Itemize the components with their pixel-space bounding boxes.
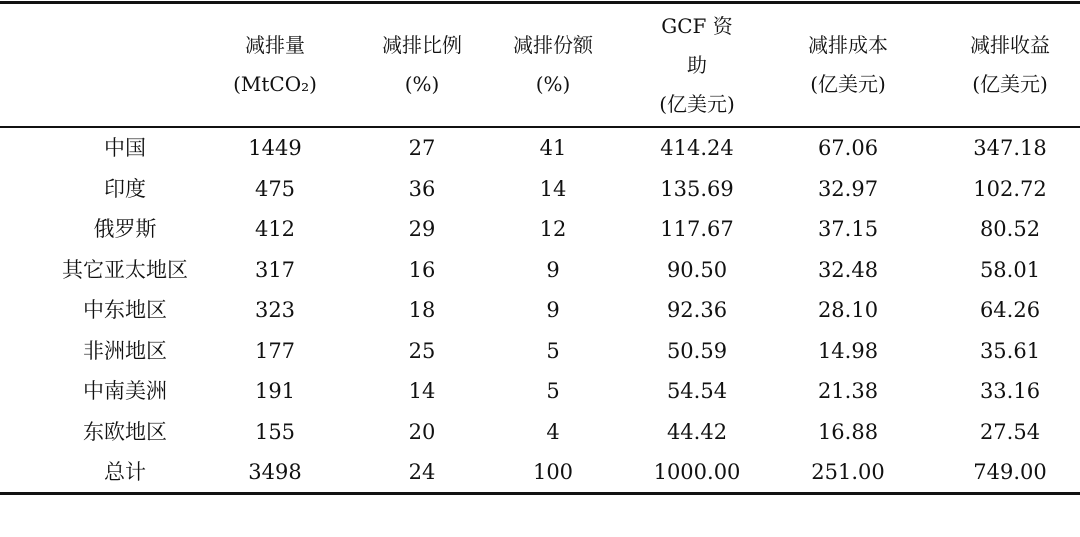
- header-line: (亿美元): [810, 72, 886, 96]
- header-reduction-ratio: [352, 4, 492, 126]
- table-cell: 177: [254, 338, 296, 363]
- table-cell: 27: [408, 136, 436, 160]
- table-cell: 21.38: [817, 379, 879, 403]
- table-cell: 20: [408, 419, 436, 444]
- header-gcf-funding: [624, 4, 770, 126]
- table-cell: 155: [254, 419, 296, 444]
- table-cell: 92.36: [666, 298, 728, 322]
- table-cell: 32.97: [817, 176, 879, 201]
- table-cell: 414.24: [660, 136, 734, 160]
- header-line: (%): [404, 72, 440, 96]
- table-cell: 18: [408, 298, 436, 322]
- row-region-label: 俄罗斯: [93, 217, 157, 241]
- table-cell: 64.26: [979, 298, 1041, 322]
- row-region-label: 东欧地区: [83, 419, 167, 444]
- header-line: 减排收益: [970, 33, 1050, 57]
- table-cell: 5: [546, 379, 560, 403]
- header-line: 助: [687, 52, 707, 77]
- table-row: [0, 412, 1080, 452]
- table-cell: 37.15: [817, 217, 879, 241]
- header-line: 减排成本: [808, 33, 888, 57]
- table-cell: 191: [254, 379, 296, 403]
- header-line: 减排量: [245, 33, 305, 57]
- table-cell: 33.16: [979, 379, 1041, 403]
- table-cell: 9: [546, 298, 560, 322]
- row-region-label: 印度: [104, 176, 146, 201]
- header-emission-reduction: [210, 4, 340, 126]
- table-cell: 5: [546, 338, 560, 363]
- header-line: (MtCO₂): [233, 72, 317, 96]
- table-cell: 14.98: [817, 338, 879, 363]
- header-line: (亿美元): [659, 91, 735, 116]
- table-row: [0, 452, 1080, 492]
- row-region-label: 中南美洲: [83, 379, 167, 403]
- header-line: 减排份额: [513, 33, 593, 57]
- table-cell: 9: [546, 257, 560, 282]
- table-row: [0, 331, 1080, 371]
- table-row: [0, 209, 1080, 249]
- table-bottom-rule: [0, 492, 1080, 495]
- table-cell: 58.01: [979, 257, 1041, 282]
- table-cell: 3498: [248, 460, 302, 484]
- table-cell: 1000.00: [653, 460, 741, 484]
- table-cell: 27.54: [979, 419, 1041, 444]
- table-cell: 12: [539, 217, 567, 241]
- table-row: [0, 128, 1080, 168]
- header-line: (%): [535, 72, 571, 96]
- table-row: [0, 290, 1080, 330]
- table-cell: 35.61: [979, 338, 1041, 363]
- table-row: [0, 250, 1080, 290]
- table-cell: 41: [539, 136, 567, 160]
- table-cell: 67.06: [817, 136, 879, 160]
- table-cell: 135.69: [660, 176, 734, 201]
- table-row: [0, 169, 1080, 209]
- table-cell: 323: [254, 298, 296, 322]
- table-cell: 1449: [248, 136, 302, 160]
- table-cell: 16.88: [817, 419, 879, 444]
- table-cell: 14: [408, 379, 436, 403]
- table-cell: 44.42: [666, 419, 728, 444]
- table-cell: 32.48: [817, 257, 879, 282]
- header-line: 减排比例: [382, 33, 462, 57]
- table-cell: 36: [408, 176, 436, 201]
- row-region-label: 中国: [104, 136, 146, 160]
- table-cell: 16: [408, 257, 436, 282]
- row-region-label: 中东地区: [83, 298, 167, 322]
- table-cell: 14: [539, 176, 567, 201]
- table-row: [0, 371, 1080, 411]
- table-cell: 25: [408, 338, 436, 363]
- row-region-label: 总计: [104, 460, 146, 484]
- table-cell: 102.72: [973, 176, 1047, 201]
- table-cell: 317: [254, 257, 296, 282]
- table-cell: 24: [408, 460, 436, 484]
- table-cell: 54.54: [666, 379, 728, 403]
- header-reduction-cost: [776, 4, 920, 126]
- table-cell: 251.00: [811, 460, 885, 484]
- table-cell: 28.10: [817, 298, 879, 322]
- row-region-label: 非洲地区: [83, 338, 167, 363]
- table-cell: 475: [254, 176, 296, 201]
- table-cell: 50.59: [666, 338, 728, 363]
- table-cell: 29: [408, 217, 436, 241]
- header-reduction-share: [486, 4, 620, 126]
- table-cell: 347.18: [973, 136, 1047, 160]
- header-line: GCF 资: [661, 13, 733, 38]
- header-line: (亿美元): [972, 72, 1048, 96]
- table-cell: 412: [254, 217, 296, 241]
- table-cell: 90.50: [666, 257, 728, 282]
- table-cell: 100: [532, 460, 574, 484]
- table-cell: 80.52: [979, 217, 1041, 241]
- table-cell: 117.67: [660, 217, 734, 241]
- header-reduction-benefit: [940, 4, 1080, 126]
- row-region-label: 其它亚太地区: [62, 257, 188, 282]
- table-cell: 4: [546, 419, 560, 444]
- table-cell: 749.00: [973, 460, 1047, 484]
